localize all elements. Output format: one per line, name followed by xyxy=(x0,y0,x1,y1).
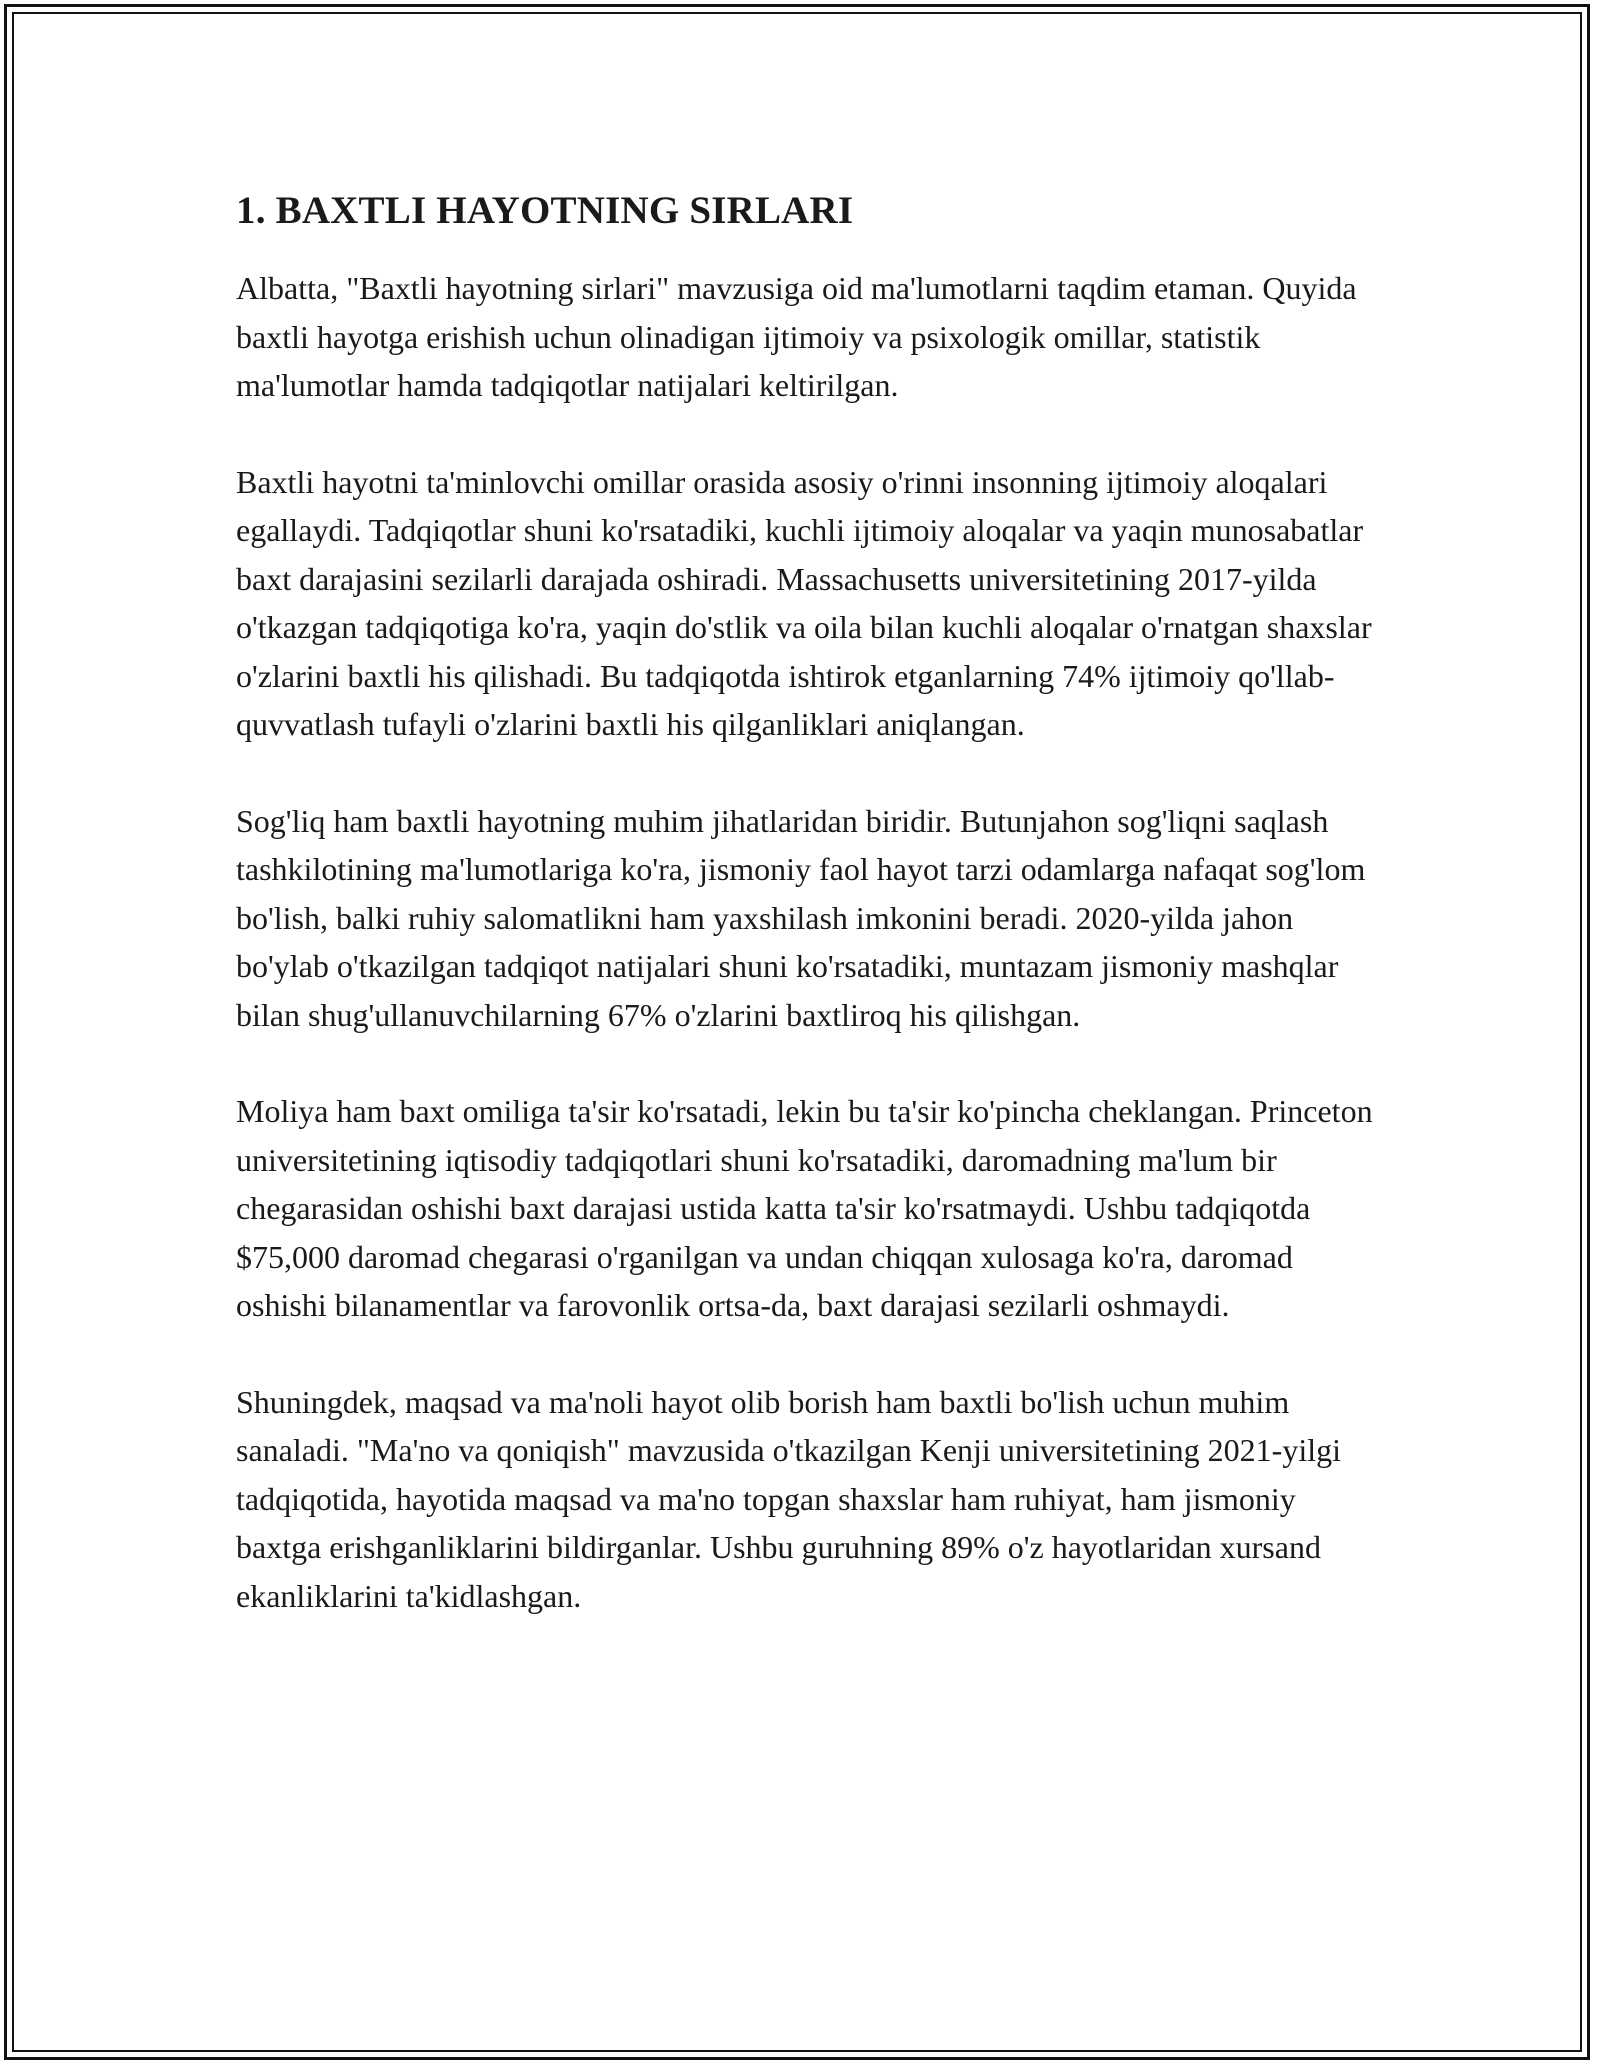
paragraph-purpose: Shuningdek, maqsad va ma'noli hayot olib borish ham baxtli bo'lish uchun muhim sanaladi. "Ma'no va qoniqish" mavzusida o'tkazilgan Kenji universitetining 2021-yilgi tadqiqotida, hayotida maqsad va ma'no topgan shaxslar ham ruhiyat, ham jismoniy baxtga erishganliklarini bildirganlar. Ushbu guruhning 89% o'z hayotlaridan xursand ekanliklarini ta'kidlashgan. xyxy=(236,1383,1341,1614)
paragraph-finance: Moliya ham baxt omiliga ta'sir ko'rsatadi, lekin bu ta'sir ko'pincha cheklangan. Princeton universitetining iqtisodiy tadqiqotlari shuni ko'rsatadiki, daromadning ma'lum bir chegarasidan oshishi baxt darajasi ustida katta ta'sir ko'rsatmaydi. Ushbu tadqiqotda $75,000 daromad chegarasi o'rganilgan va undan chiqqan xulosaga ko'ra, daromad oshishi bilanamentlar va farovonlik ortsa-da, baxt darajasi sezilarli oshmaydi. xyxy=(236,1093,1373,1323)
document-title: 1. BAXTLI HAYOTNING SIRLARI xyxy=(236,189,854,232)
paragraph-health: Sog'liq ham baxtli hayotning muhim jihatlaridan biridir. Butunjahon sog'liqni saqlash tashkilotining ma'lumotlariga ko'ra, jismoniy faol hayot tarzi odamlarga nafaqat sog'lom bo'lish, balki ruhiy salomatlikni ham yaxshilash imkonini beradi. 2020-yilda jahon bo'ylab o'tkazilgan tadqiqot natijalari shuni ko'rsatadiki, muntazam jismoniy mashqlar bilan shug'ullanuvchilarning 67% o'zlarini baxtliroq his qilishgan. xyxy=(236,802,1366,1033)
paragraph-intro: Albatta, "Baxtli hayotning sirlari" mavzusiga oid ma'lumotlarni taqdim etaman. Quyida baxtli hayotga erishish uchun olinadigan ijtimoiy va psixologik omillar, statistik ma'lumotlar hamda tadqiqotlar natijalari keltirilgan. xyxy=(236,270,1357,403)
paragraph-social-ties: Baxtli hayotni ta'minlovchi omillar orasida asosiy o'rinni insonning ijtimoiy aloqalari egallaydi. Tadqiqotlar shuni ko'rsatadiki, kuchli ijtimoiy aloqalar va yaqin munosabatlar baxt darajasini sezilarli darajada oshiradi. Massachusetts universitetining 2017-yilda o'tkazgan tadqiqotiga ko'ra, yaqin do'stlik va oila bilan kuchli aloqalar o'rnatgan shaxslar o'zlarini baxtli his qilishadi. Bu tadqiqotda ishtirok etganlarning 74% ijtimoiy qo'llab-quvvatlash tufayli o'zlarini baxtli his qilganliklari aniqlangan. xyxy=(236,463,1372,742)
document-body xyxy=(236,186,1376,1668)
